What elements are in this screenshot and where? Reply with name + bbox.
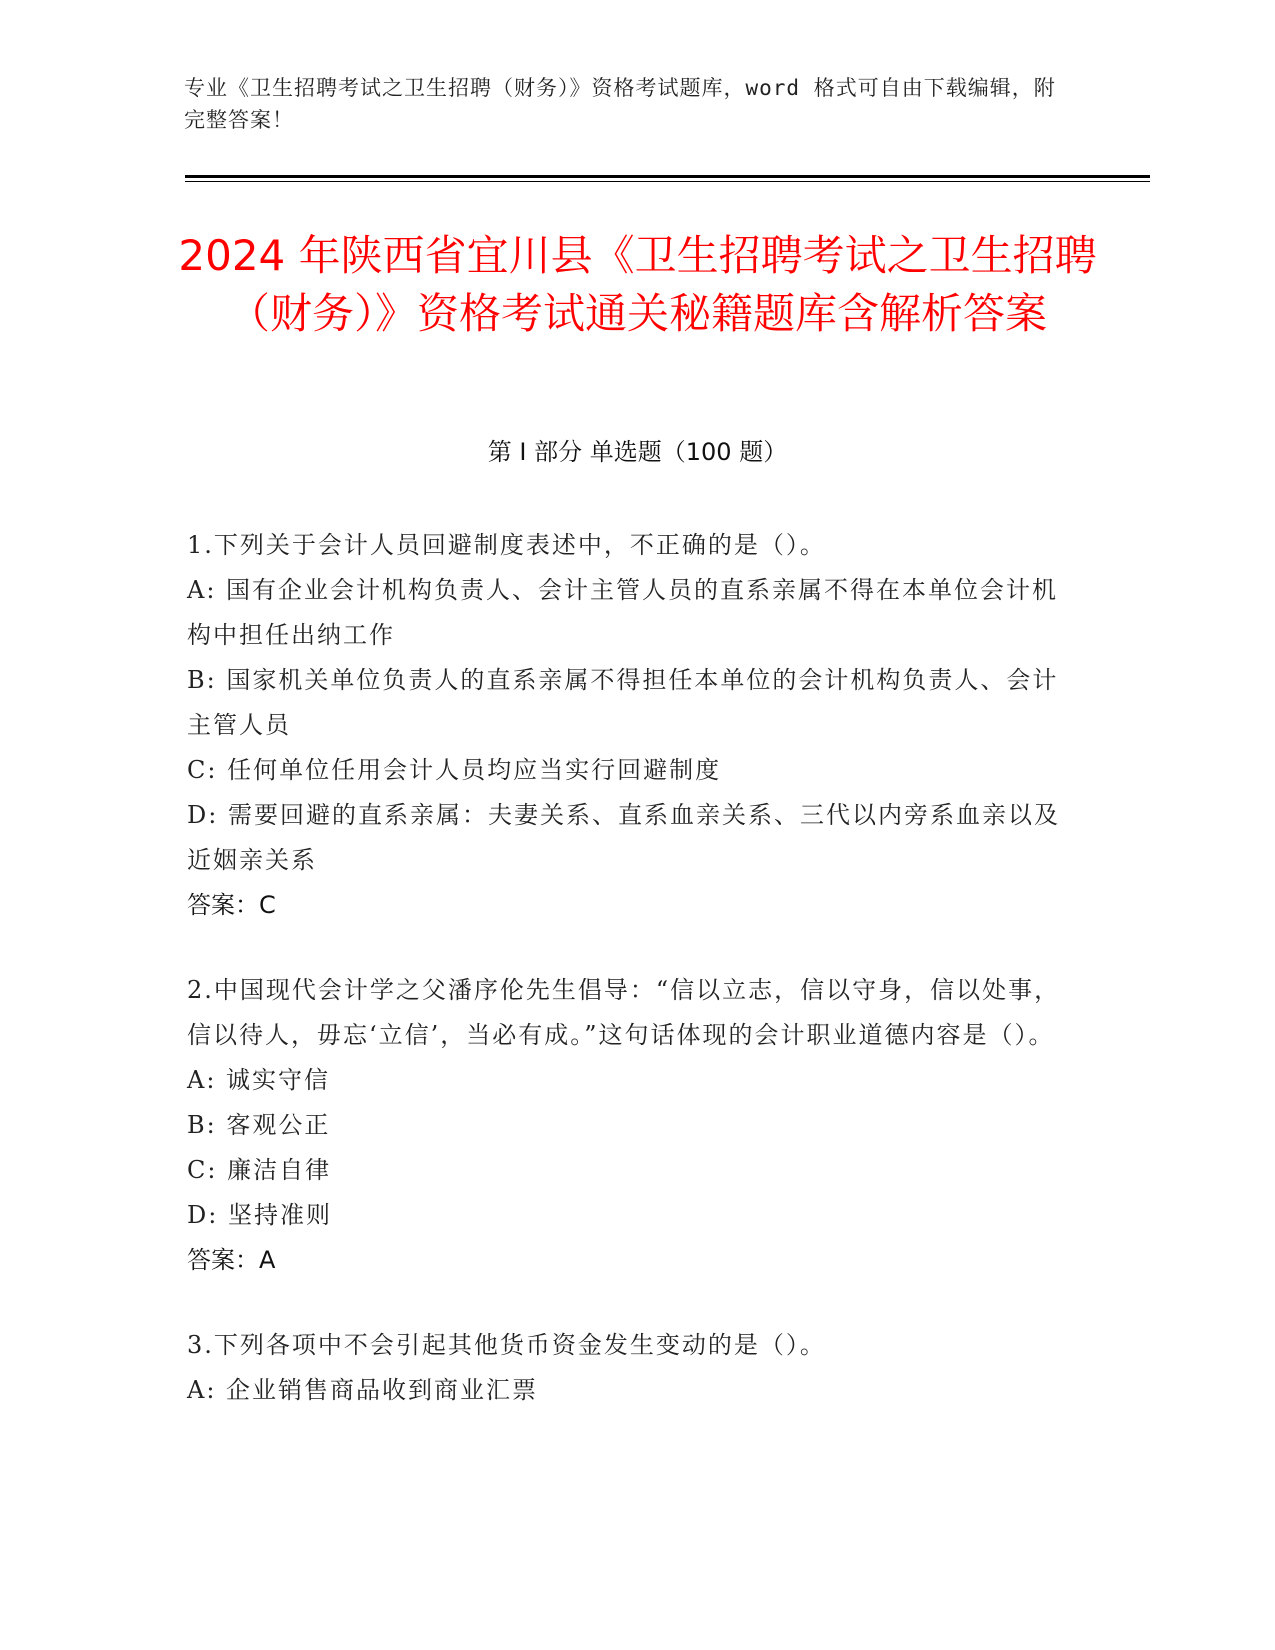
option-a: A: 企业销售商品收到商业汇票 [187,1376,539,1404]
answer: 答案：C [187,891,276,919]
question-list [187,523,1077,1453]
header-rule-thin [185,181,1150,182]
question-stem: 3.下列各项中不会引起其他货币资金发生变动的是（）。 [187,1331,826,1359]
option-d: D: 坚持准则 [187,1201,332,1229]
option-a: A: 诚实守信 [187,1066,331,1094]
document-title: 2024 年陕西省宜川县《卫生招聘考试之卫生招聘（财务）》资格考试通关秘籍题库含解析答案 [178,231,1097,338]
question-2 [187,968,1077,1283]
option-d: D: 需要回避的直系亲属：夫妻关系、直系血亲关系、三代以内旁系血亲以及近姻亲关系 [187,801,1060,874]
option-b: B: 客观公正 [187,1111,331,1139]
question-1 [187,523,1077,928]
question-stem: 2.中国现代会计学之父潘序伦先生倡导：“信以立志，信以守身，信以处事，信以待人，毋忘‘立信’，当必有成。”这句话体现的会计职业道德内容是（）。 [187,976,1061,1049]
option-c: C: 廉洁自律 [187,1156,332,1184]
question-3 [187,1323,1077,1413]
option-c: C: 任何单位任用会计人员均应当实行回避制度 [187,756,722,784]
header-rule-thick [185,175,1150,178]
answer: 答案：A [187,1246,276,1274]
header-note: 专业《卫生招聘考试之卫生招聘（财务）》资格考试题库，word 格式可自由下载编辑，附完整答案！ [184,76,1056,132]
option-b: B: 国家机关单位负责人的直系亲属不得担任本单位的会计机构负责人、会计主管人员 [187,666,1059,739]
option-a: A: 国有企业会计机构负责人、会计主管人员的直系亲属不得在本单位会计机构中担任出纳工作 [187,576,1059,649]
question-stem: 1.下列关于会计人员回避制度表述中，不正确的是（）。 [187,531,826,559]
section-heading: 第 I 部分 单选题（100 题） [487,438,788,466]
